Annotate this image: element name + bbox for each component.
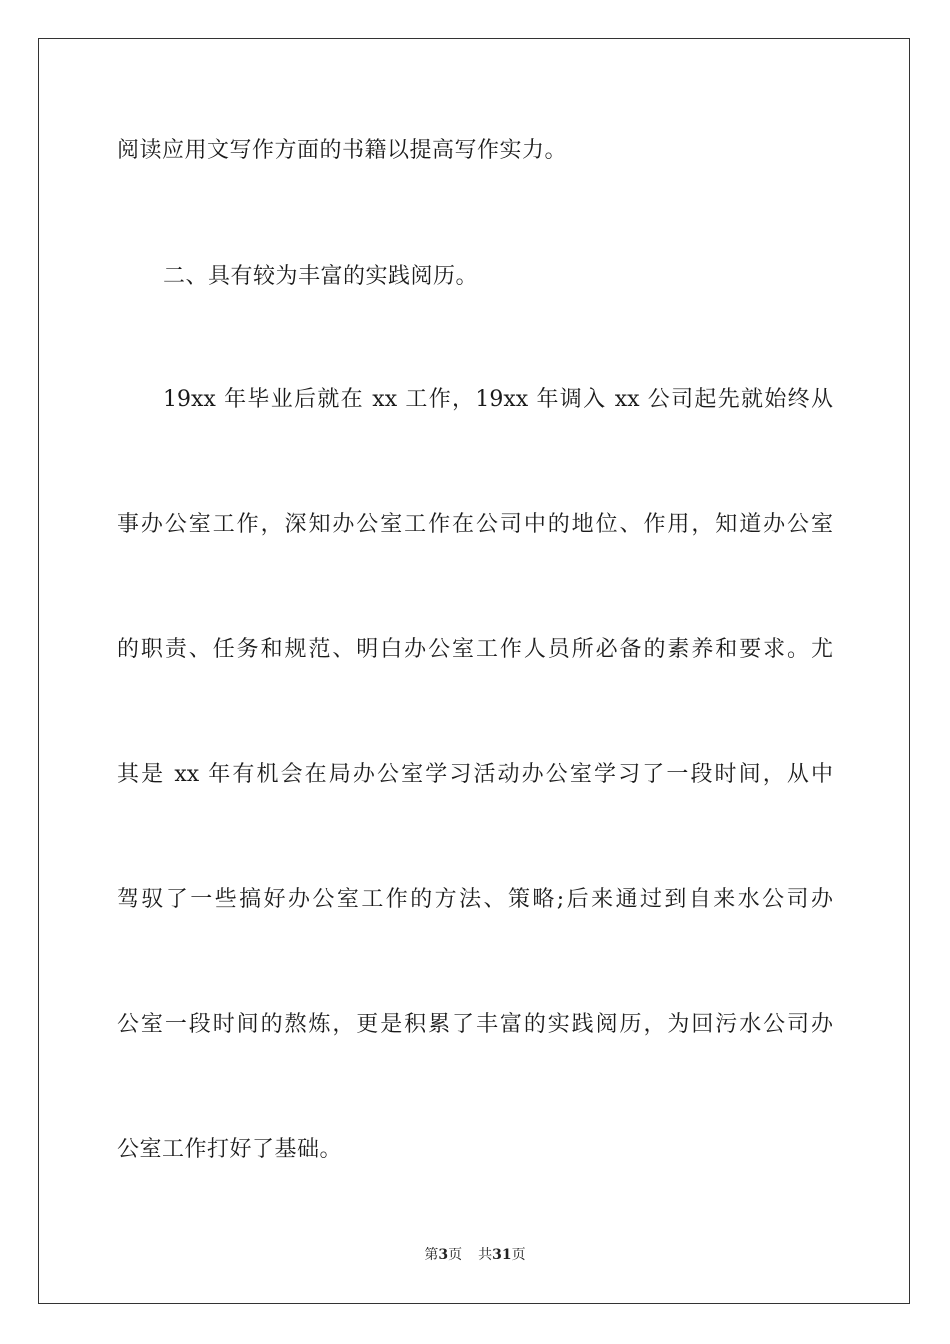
page-suffix: 页 bbox=[448, 1247, 463, 1263]
page-border bbox=[38, 38, 910, 1304]
body-line-5: 的职责、任务和规范、明白办公室工作人员所必备的素养和要求。尤 bbox=[117, 637, 833, 662]
page-footer bbox=[0, 1246, 950, 1264]
body-line-1: 阅读应用文写作方面的书籍以提高写作实力。 bbox=[117, 138, 568, 163]
total-suffix: 页 bbox=[511, 1247, 526, 1263]
total-prefix: 共 bbox=[478, 1247, 493, 1263]
body-line-3: 19xx 年毕业后就在 xx 工作，19xx 年调入 xx 公司起先就始终从 bbox=[163, 387, 833, 412]
page-prefix: 第 bbox=[424, 1247, 439, 1263]
body-line-8: 公室一段时间的熬炼，更是积累了丰富的实践阅历，为回污水公司办 bbox=[117, 1012, 833, 1037]
total-pages: 31 bbox=[492, 1247, 512, 1263]
page-number: 3 bbox=[438, 1247, 449, 1263]
body-line-9: 公室工作打好了基础。 bbox=[117, 1137, 343, 1162]
body-line-6: 其是 xx 年有机会在局办公室学习活动办公室学习了一段时间，从中 bbox=[117, 762, 833, 787]
body-line-7: 驾驭了一些搞好办公室工作的方法、策略;后来通过到自来水公司办 bbox=[117, 887, 833, 912]
body-line-4: 事办公室工作，深知办公室工作在公司中的地位、作用，知道办公室 bbox=[117, 512, 833, 537]
section-heading: 二、具有较为丰富的实践阅历。 bbox=[163, 264, 479, 289]
